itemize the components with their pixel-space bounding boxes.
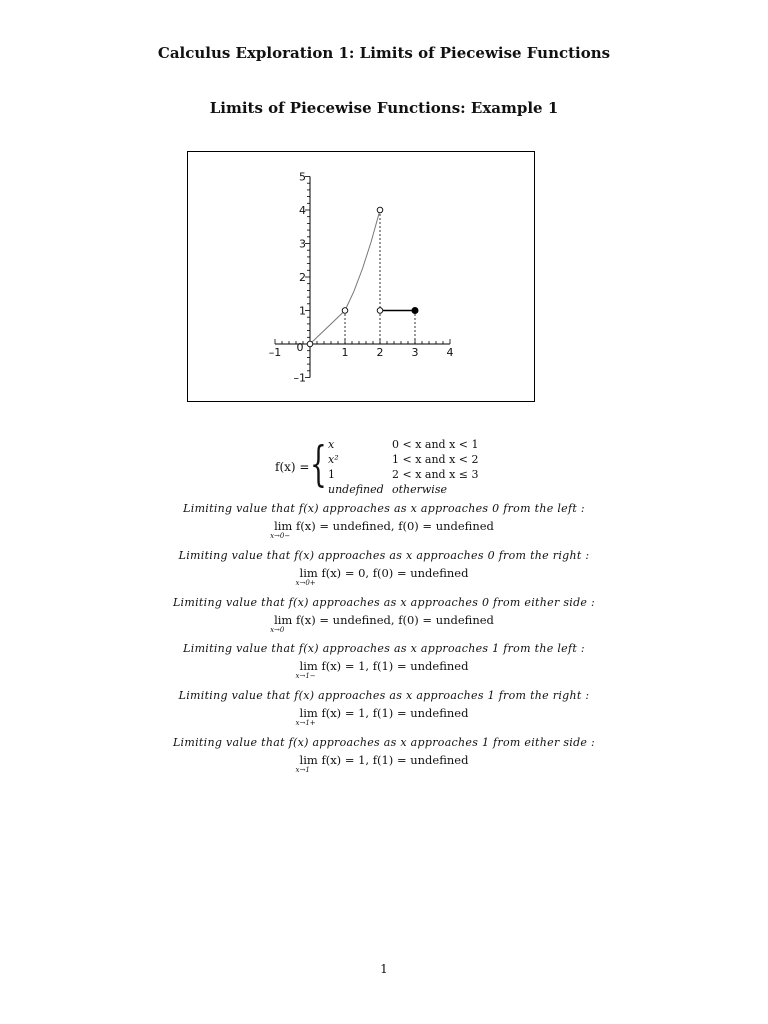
open-point [342,308,348,314]
limit-description: Limiting value that f(x) approaches as x approaches 1 from either side : [172,736,596,749]
limit-description: Limiting value that f(x) approaches as x approaches 1 from the left : [183,642,585,655]
function-plot [188,152,534,401]
document-title: Calculus Exploration 1: Limits of Piecewise Functions [157,44,611,62]
lim-subscript: x→1+ [295,719,316,727]
lim-operator [270,613,293,634]
piecewise-condition: 0 < x and x < 1 [392,438,479,451]
lim-subscript: x→0− [270,532,291,540]
limit-description: Limiting value that f(x) approaches as x approaches 0 from the right : [178,549,590,562]
lim-subscript: x→1 [295,766,310,774]
y-tick-label: 3 [299,237,306,251]
piecewise-label: f(x) = [275,460,310,474]
limit-equation [0,519,768,540]
x-tick-label: 4 [446,346,454,359]
closed-point [412,308,418,314]
y-tick-label: –1 [293,371,306,385]
open-point [307,341,313,347]
piecewise-expr: undefined [328,483,384,496]
limit-value: f(x) = 1, f(1) = undefined [317,753,469,767]
limit-equation [0,613,768,634]
limit-value: f(x) = undefined, f(0) = undefined [292,613,494,627]
y-tick-label: 4 [299,204,306,217]
limit-equation [0,659,768,680]
x-tick-label: 3 [411,346,419,359]
section-title: Limits of Piecewise Functions: Example 1 [209,99,559,117]
limit-equation [0,566,768,587]
y-tick-label: 2 [299,271,306,284]
x-tick-label: 2 [376,346,384,359]
limit-equation [0,706,768,727]
series-line-1 [310,311,345,345]
piecewise-brace: { [310,436,327,492]
lim-subscript: x→0 [270,626,285,634]
limit-equation [0,753,768,774]
lim-word: lim [274,519,293,533]
lim-subscript: x→1− [295,672,316,680]
x-tick-label: 0 [296,341,304,354]
piecewise-expr: x² [328,453,339,466]
x-tick-label: 1 [341,346,349,359]
lim-operator [270,519,293,540]
lim-operator [295,566,318,587]
piecewise-condition: 2 < x and x ≤ 3 [392,468,479,481]
lim-word: lim [299,706,318,720]
piecewise-expr: x [328,438,335,451]
lim-subscript: x→0+ [295,579,316,587]
open-point [377,308,383,314]
lim-operator [295,706,318,727]
limit-value: f(x) = undefined, f(0) = undefined [292,519,494,533]
x-tick-label: –1 [268,346,282,359]
limit-description: Limiting value that f(x) approaches as x approaches 0 from either side : [172,596,596,609]
open-point [377,207,383,213]
limit-description: Limiting value that f(x) approaches as x approaches 0 from the left : [183,502,585,515]
limit-description: Limiting value that f(x) approaches as x approaches 1 from the right : [178,689,590,702]
limit-value: f(x) = 1, f(1) = undefined [317,659,469,673]
piecewise-condition: 1 < x and x < 2 [392,453,479,466]
lim-word: lim [274,613,293,627]
lim-word: lim [299,566,318,580]
piecewise-expr: 1 [328,468,335,481]
page-number: 1 [380,962,388,976]
piecewise-condition: otherwise [392,483,447,496]
limit-value: f(x) = 1, f(1) = undefined [317,706,469,720]
y-tick-label: 5 [299,170,306,184]
lim-word: lim [299,659,318,673]
lim-operator [295,659,318,680]
lim-word: lim [299,753,318,767]
y-tick-label: 1 [299,304,306,318]
lim-operator [295,753,318,774]
limit-value: f(x) = 0, f(0) = undefined [317,566,469,580]
plot-frame [187,151,535,402]
series-line-2 [345,210,380,311]
